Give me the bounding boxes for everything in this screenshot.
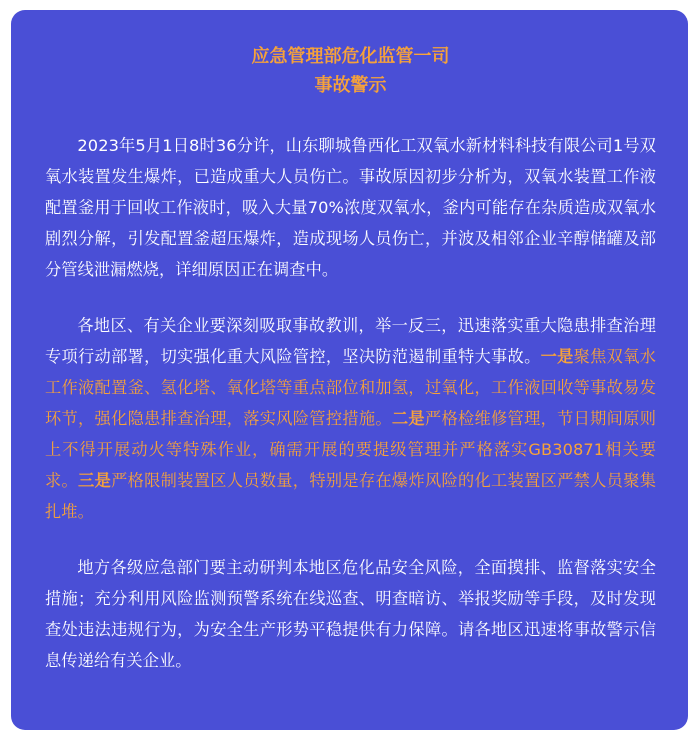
title-block [45, 42, 656, 100]
item3-label: 三是 [78, 471, 112, 490]
item2-label: 二是 [391, 409, 425, 428]
item3-text: 严格限制装置区人员数量，特别是存在爆炸风险的化工装置区严禁人员聚集扎堆。 [45, 471, 656, 521]
issuer-title: 应急管理部危化监管一司 [251, 46, 450, 67]
item2-text: 严格检维修管理，节日期间原则上不得开展动火等特殊作业，确需开展的要提级管理并严格落实GB30871相关要求。 [45, 409, 656, 490]
notice-card [11, 10, 688, 730]
item1-text: 聚焦双氧水工作液配置釜、氢化塔、氧化塔等重点部位和加氢，过氧化，工作液回收等事故易发环节，强化隐患排查治理，落实风险管控措施。 [45, 347, 657, 428]
paragraph-requirements [45, 310, 656, 527]
paragraph-incident: 2023年5月1日8时36分许，山东聊城鲁西化工双氧水新材料科技有限公司1号双氧水装置发生爆炸，已造成重大人员伤亡。事故原因初步分析为，双氧水装置工作液配置釜用于回收工作液时，吸入大量70%浓度双氧水，釜内可能存在杂质造成双氧水剧烈分解，引发配置釜超压爆炸，造成现场人员伤亡，并波及相邻企业辛醇储罐及部分管线泄漏燃烧，详细原因正在调查中。 [45, 136, 656, 279]
requirements-intro: 各地区、有关企业要深刻吸取事故教训，举一反三，迅速落实重大隐患排查治理专项行动部署，切实强化重大风险管控，坚决防范遏制重特大事故。 [45, 316, 656, 366]
notice-title: 事故警示 [314, 75, 387, 96]
paragraph-local-duties: 地方各级应急部门要主动研判本地区危化品安全风险，全面摸排、监督落实安全措施；充分利用风险监测预警系统在线巡查、明查暗访、举报奖励等手段，及时发现查处违法违规行为，为安全生产形势平稳提供有力保障。请各地区迅速将事故警示信息传递给有关企业。 [45, 558, 656, 670]
item1-label: 一是 [540, 347, 574, 366]
